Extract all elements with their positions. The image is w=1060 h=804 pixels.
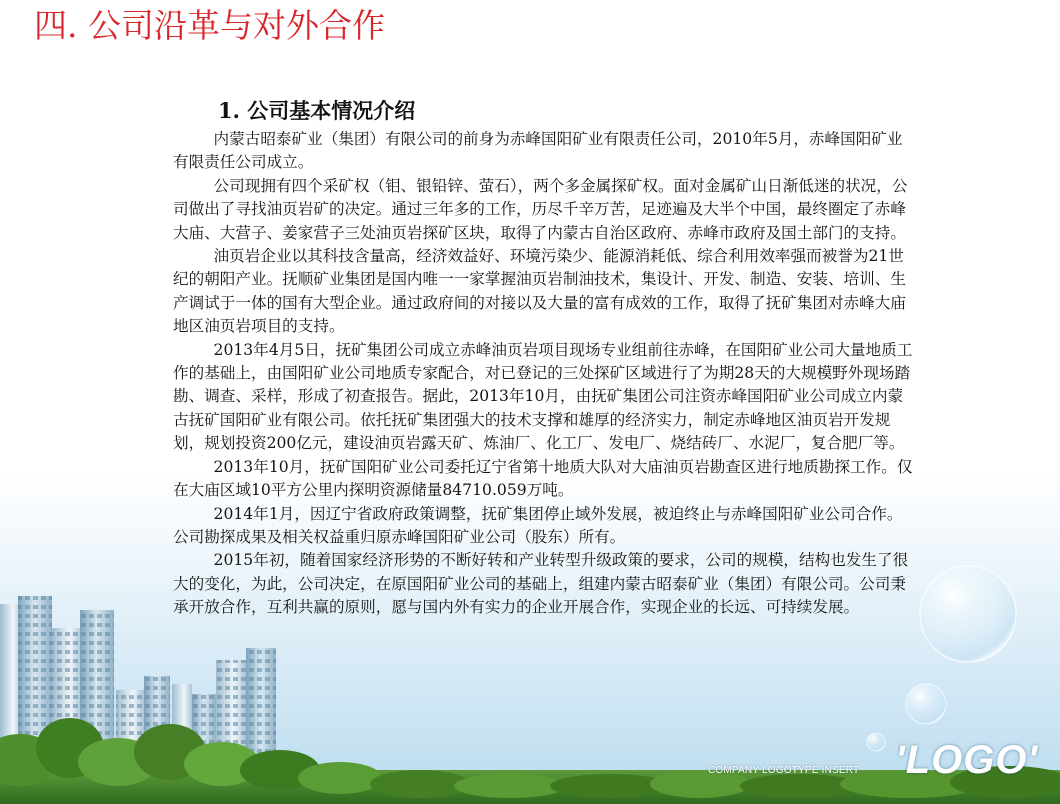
paragraph: 2014年1月，因辽宁省政府政策调整，抚矿集团停止域外发展，被迫终止与赤峰国阳矿业公司合作。公司勘探成果及相关权益重归原赤峰国阳矿业公司（股东）所有。: [173, 504, 903, 546]
paragraph: 2015年初，随着国家经济形势的不断好转和产业转型升级政策的要求，公司的规模，结构也发生了很大的变化，为此，公司决定，在原国阳矿业公司的基础上，组建内蒙古昭泰矿业（集团）有限公司。公司秉承开放合作，互利共赢的原则，愿与国内外有实力的企业开展合作，实现企业的长远、可持续发展。: [173, 551, 909, 617]
paragraph: 2013年10月，抚矿国阳矿业公司委托辽宁省第十地质大队对大庙油页岩勘查区进行地质勘探工作。仅在大庙区域10平方公里内探明资源储量84710.059万吨。: [173, 457, 913, 500]
body-text: [173, 128, 915, 620]
paragraph: 公司现拥有四个采矿权（钼、银铅锌、萤石），两个多金属探矿权。面对金属矿山日渐低迷的状况，公司做出了寻找油页岩矿的决定。通过三年多的工作，历尽千辛万苦，足迹遍及大半个中国，最终圈定了赤峰大庙、大营子、姜家营子三处油页岩探矿区块，取得了内蒙古自治区政府、赤峰市政府及国土部门的支持。: [173, 176, 908, 242]
section-heading: 1. 公司基本情况介绍: [218, 98, 416, 123]
paragraph: 油页岩企业以其科技含量高，经济效益好、环境污染少、能源消耗低、综合利用效率强而被誉为21世纪的朝阳产业。抚顺矿业集团是国内唯一一家掌握油页岩制油技术，集设计、开发、制造、安装、培训、生产调试于一体的国有大型企业。通过政府间的对接以及大量的富有成效的工作，取得了抚矿集团对赤峰大庙地区油页岩项目的支持。: [173, 247, 906, 336]
logo-area: [708, 738, 1038, 782]
paragraph: 2013年4月5日，抚矿集团公司成立赤峰油页岩项目现场专业组前往赤峰，在国阳矿业公司大量地质工作的基础上，由国阳矿业公司地质专家配合，对已登记的三处探矿区域进行了为期28天的大规模野外现场踏勘、调查、采样，形成了初查报告。据此，2013年10月，由抚矿集团公司注资赤峰国阳矿业公司成立内蒙古抚矿国阳矿业有限公司。依托抚矿集团强大的技术支撑和雄厚的经济实力，制定赤峰地区油页岩开发规划，规划投资200亿元，建设油页岩露天矿、炼油厂、化工厂、发电厂、烧结砖厂、水泥厂，复合肥厂等。: [173, 340, 913, 453]
slide-title: 四. 公司沿革与对外合作: [34, 6, 385, 45]
paragraph: 内蒙古昭泰矿业（集团）有限公司的前身为赤峰国阳矿业有限责任公司，2010年5月，赤峰国阳矿业有限责任公司成立。: [173, 130, 903, 172]
logo-caption: COMPANY LOGOTYPE INSERT: [708, 765, 860, 776]
logo-text: 'LOGO': [895, 738, 1038, 782]
